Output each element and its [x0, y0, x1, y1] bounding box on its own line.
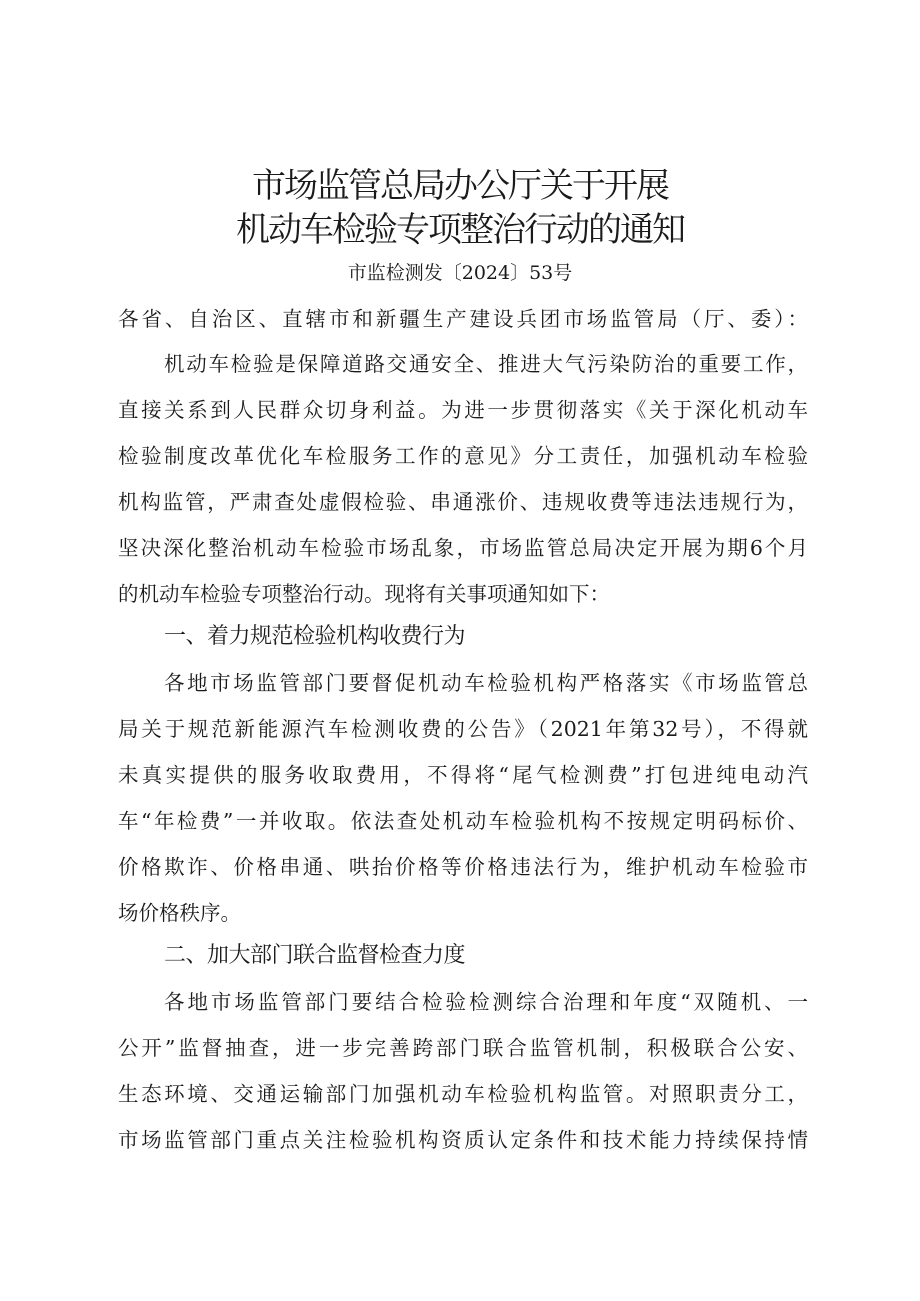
intro-line-4: 机构监管，严肃查处虚假检验、串通涨价、违规收费等违法违规行为，: [118, 490, 808, 514]
intro-line-2: 直接关系到人民群众切身利益。为进一步贯彻落实《关于深化机动车: [118, 398, 808, 422]
section-heading-1: 一、着力规范检验机构收费行为: [164, 624, 466, 649]
section1-line-6: 场价格秩序。: [118, 901, 241, 925]
addressee: 各省、自治区、直辖市和新疆生产建设兵团市场监管局（厅、委）：: [118, 307, 808, 331]
intro-line-6: 的机动车检验专项整治行动。现将有关事项通知如下：: [118, 582, 610, 606]
section1-line-5: 价格欺诈、价格串通、哄抬价格等价格违法行为，维护机动车检验市: [118, 855, 808, 879]
section1-line-3: 未真实提供的服务收取费用，不得将“尾气检测费”打包进纯电动汽: [118, 763, 808, 787]
section2-line-2: 公开”监督抽查，进一步完善跨部门联合监管机制，积极联合公安、: [118, 1036, 808, 1060]
document-title-line-2: 机动车检验专项整治行动的通知: [236, 210, 684, 250]
document-number: 市监检测发〔2024〕53号: [347, 262, 573, 284]
intro-line-3: 检验制度改革优化车检服务工作的意见》分工责任，加强机动车检验: [118, 444, 808, 468]
section-heading-2: 二、加大部门联合监督检查力度: [164, 943, 466, 968]
section2-line-1: 各地市场监管部门要结合检验检测综合治理和年度“双随机、一: [164, 990, 808, 1014]
section1-line-1: 各地市场监管部门要督促机动车检验机构严格落实《市场监管总: [164, 671, 808, 695]
section1-line-4: 车“年检费”一并收取。依法查处机动车检验机构不按规定明码标价、: [118, 809, 808, 833]
section2-line-3: 生态环境、交通运输部门加强机动车检验机构监管。对照职责分工，: [118, 1082, 808, 1106]
intro-line-5: 坚决深化整治机动车检验市场乱象，市场监管总局决定开展为期6个月: [118, 536, 808, 560]
section2-line-4: 市场监管部门重点关注检验机构资质认定条件和技术能力持续保持情: [118, 1128, 808, 1152]
section1-line-2: 局关于规范新能源汽车检测收费的公告》（2021年第32号），不得就: [118, 717, 808, 741]
intro-line-1: 机动车检验是保障道路交通安全、推进大气污染防治的重要工作，: [164, 352, 808, 376]
document-title-line-1: 市场监管总局办公厅关于开展: [252, 166, 668, 206]
